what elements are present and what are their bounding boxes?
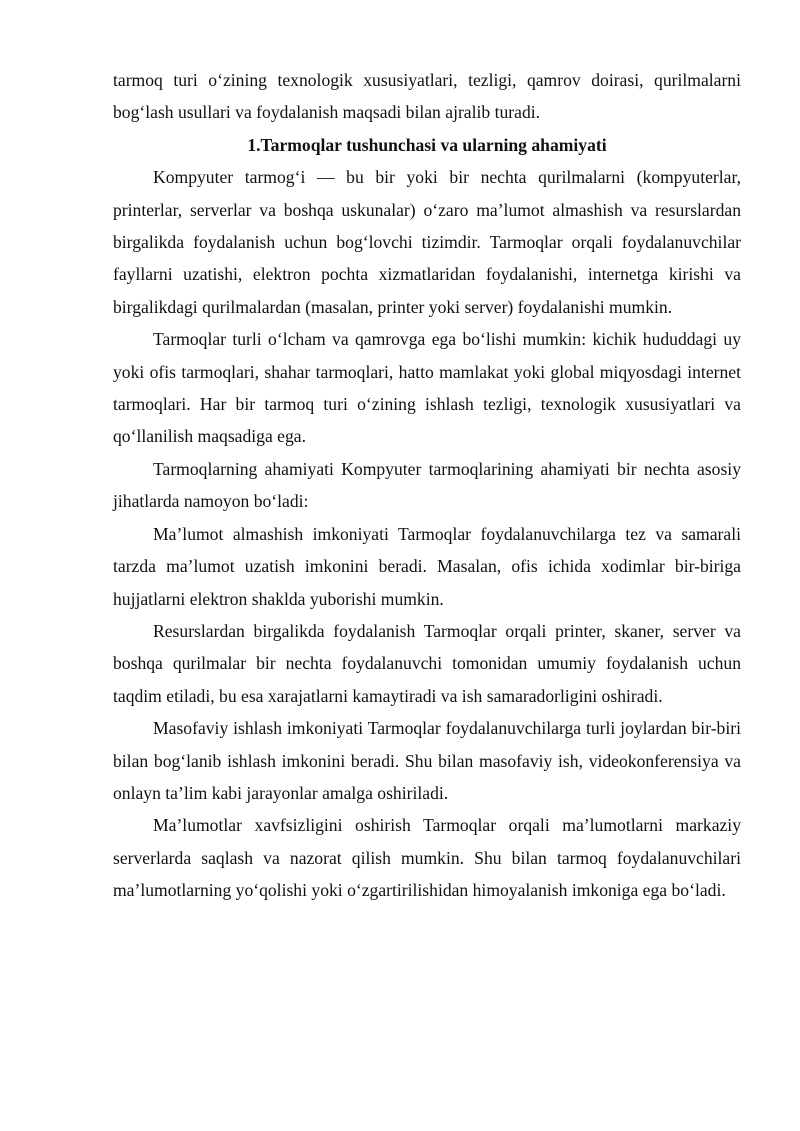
paragraph-data-security: Maʼlumotlar xavfsizligini oshirish Tarmoqlar orqali maʼlumotlarni markaziy serverlarda saqlash va nazorat qilish mumkin. Shu bilan tarmoq foydalanuvchilari maʼlumotlarning yoʻqolishi yoki oʻzgartirilishidan himoyalanish imkoniga ega boʻladi. <box>113 815 741 901</box>
paragraph-network-types: Tarmoqlar turli oʻlcham va qamrovga ega boʻlishi mumkin: kichik hududdagi uy yoki ofis tarmoqlari, shahar tarmoqlari, hatto mamlakat yoki global miqyosdagi internet tarmoqlari. Har bir tarmoq turi oʻzining ishlash tezligi, texnologik xususiyatlari va qoʻllanilish maqsadiga ega. <box>113 329 741 447</box>
document-body <box>113 64 741 907</box>
paragraph-remote-work: Masofaviy ishlash imkoniyati Tarmoqlar foydalanuvchilarga turli joylardan bir-biri bilan bogʻlanib ishlash imkonini beradi. Shu bilan masofaviy ish, videokonferensiya va onlayn taʼlim kabi jarayonlar amalga oshiriladi. <box>113 718 741 803</box>
paragraph-importance: Tarmoqlarning ahamiyati Kompyuter tarmoqlarining ahamiyati bir nechta asosiy jihatlarda namoyon boʻladi: <box>113 458 741 512</box>
paragraph-data-exchange: Maʼlumot almashish imkoniyati Tarmoqlar foydalanuvchilarga tez va samarali tarzda maʼlumot uzatish imkonini beradi. Masalan, ofis ichida xodimlar bir-biriga hujjatlarni elektron shaklda yuborishi mumkin. <box>113 523 741 609</box>
paragraph-resource-sharing: Resurslardan birgalikda foydalanish Tarmoqlar orqali printer, skaner, server va boshqa qurilmalar bir nechta foydalanuvchi tomonidan umumiy foydalanish uchun taqdim etiladi, bu esa xarajatlarni kamaytiradi va ish samaradorligini oshiradi. <box>113 620 741 706</box>
section-heading: 1.Tarmoqlar tushunchasi va ularning ahamiyati <box>247 134 607 155</box>
paragraph-definition: Kompyuter tarmogʻi — bu bir yoki bir nechta qurilmalarni (kompyuterlar, printerlar, serverlar va boshqa uskunalar) oʻzaro maʼlumot almashish va resurslardan birgalikda foydalanish uchun bogʻlovchi tizimdir. Tarmoqlar orqali foydalanuvchilar fayllarni uzatishi, elektron pochta xizmatlaridan foydalanishi, internetga kirishi va birgalikdagi qurilmalardan (masalan, printer yoki server) foydalanishi mumkin. <box>113 167 741 317</box>
intro-paragraph: tarmoq turi oʻzining texnologik xususiyatlari, tezligi, qamrov doirasi, qurilmalarni bogʻlash usullari va foydalanish maqsadi bilan ajralib turadi. <box>113 70 741 123</box>
